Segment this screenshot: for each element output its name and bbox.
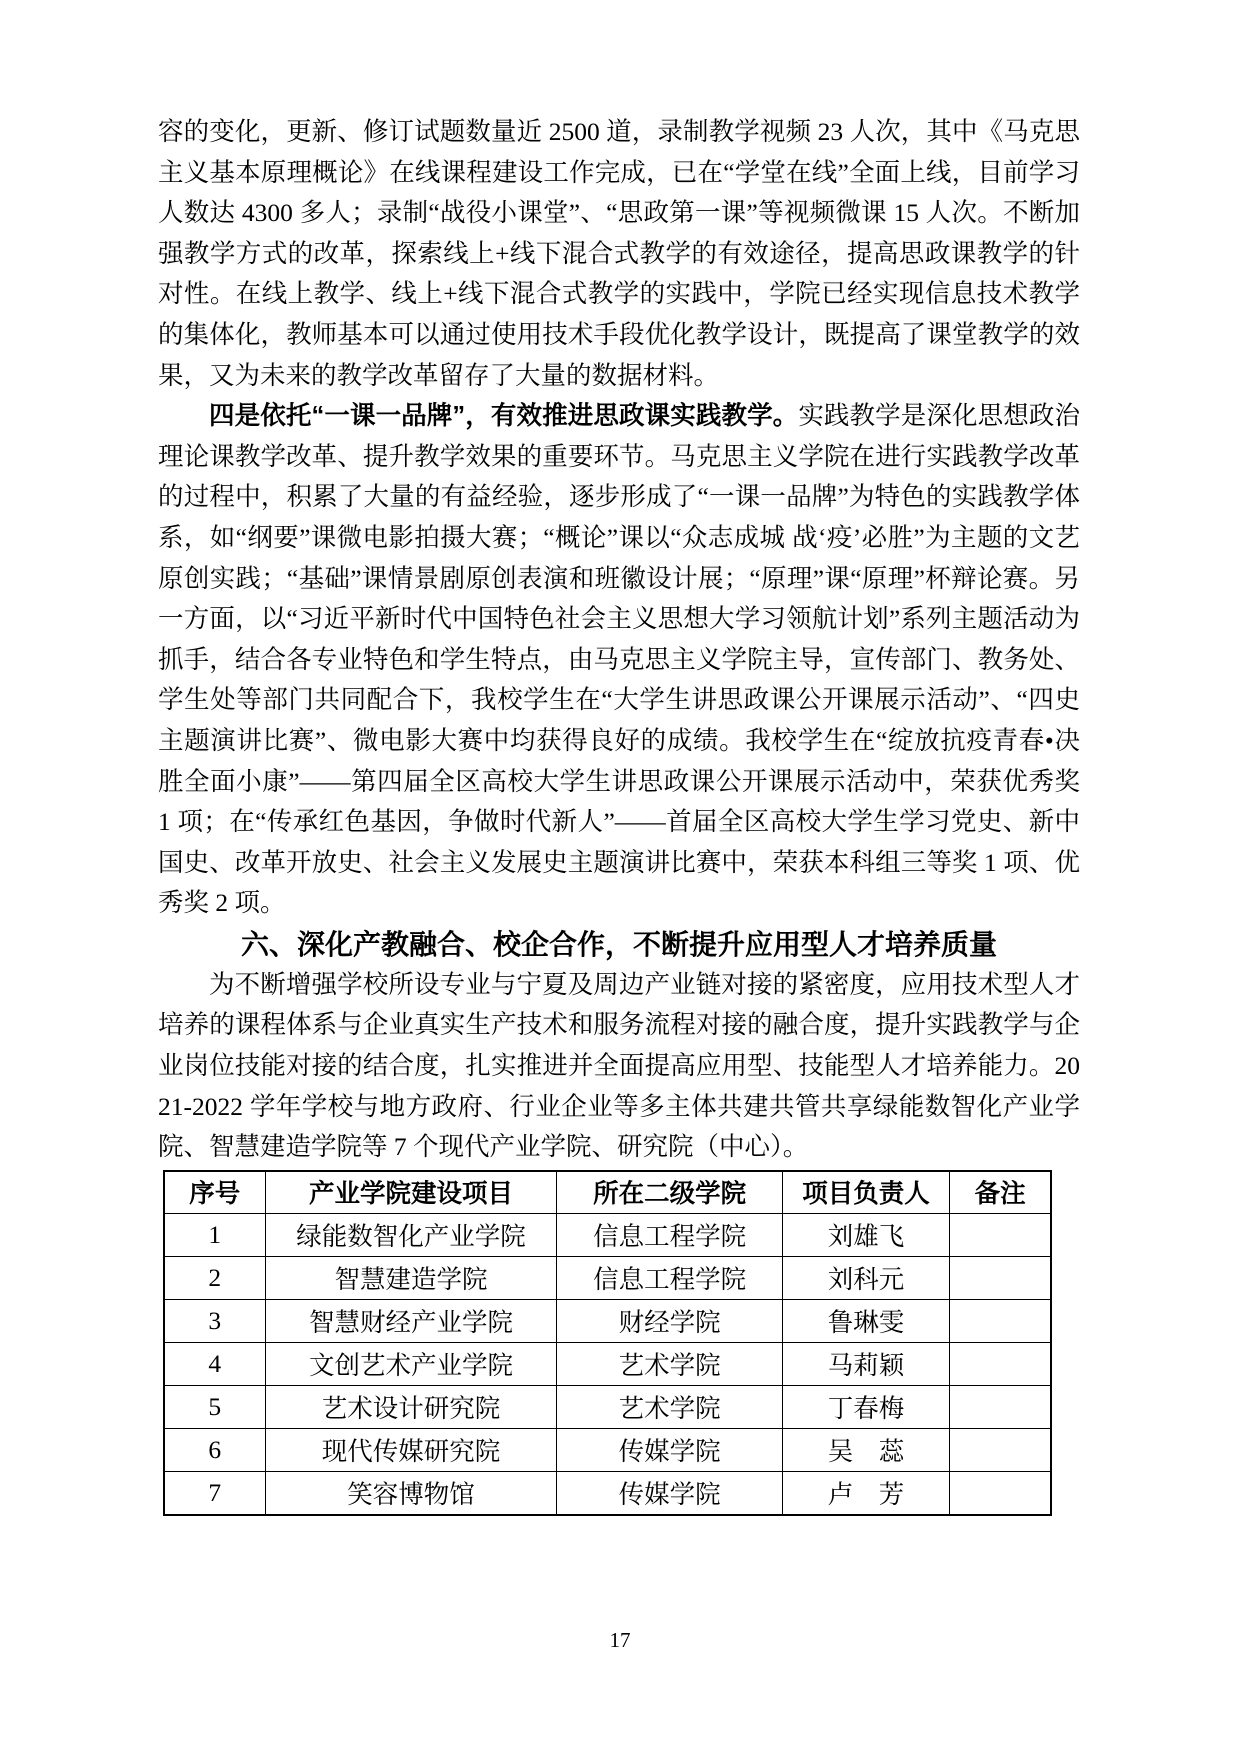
table-cell: 5: [164, 1385, 265, 1428]
table-header-index: 序号: [164, 1171, 265, 1214]
table-cell: 艺术学院: [557, 1342, 782, 1385]
table-cell: [950, 1342, 1051, 1385]
table-row: [164, 1385, 1051, 1428]
page-number: 17: [609, 1628, 631, 1652]
table-header-college: 所在二级学院: [557, 1171, 782, 1214]
table-cell: 文创艺术产业学院: [265, 1342, 557, 1385]
table-cell: [950, 1385, 1051, 1428]
table-row: [164, 1299, 1051, 1342]
table-cell: 智慧财经产业学院: [265, 1299, 557, 1342]
table-cell: 4: [164, 1342, 265, 1385]
table-header-leader: 项目负责人: [782, 1171, 950, 1214]
table-row: [164, 1342, 1051, 1385]
table-cell: 刘雄飞: [782, 1213, 950, 1256]
table-cell: 3: [164, 1299, 265, 1342]
table-cell: [950, 1428, 1051, 1471]
table-cell: 吴 蕊: [782, 1428, 950, 1471]
table-cell: 艺术学院: [557, 1385, 782, 1428]
table-cell: 绿能数智化产业学院: [265, 1213, 557, 1256]
table-cell: 笑容博物馆: [265, 1471, 557, 1515]
table-cell: 2: [164, 1256, 265, 1299]
table-cell: 卢 芳: [782, 1471, 950, 1515]
table-cell: 鲁琳雯: [782, 1299, 950, 1342]
table-header-row: [164, 1171, 1051, 1214]
table-cell: 马莉颖: [782, 1342, 950, 1385]
table-row: [164, 1213, 1051, 1256]
paragraph-practice-teaching-body: 实践教学是深化思想政治理论课教学改革、提升教学效果的重要环节。马克思主义学院在进行实践教学改革的过程中，积累了大量的有益经验，逐步形成了“一课一品牌”为特色的实践教学体系，如“纲要”课微电影拍摄大赛；“概论”课以“众志成城 战‘疫’必胜”为主题的文艺原创实践；“基础”课情景剧原创表演和班徽设计展；“原理”课“原理”杯辩论赛。另一方面，以“习近平新时代中国特色社会主义思想大学习领航计划”系列主题活动为抓手，结合各专业特色和学生特点，由马克思主义学院主导，宣传部门、教务处、学生处等部门共同配合下，我校学生在“大学生讲思政课公开课展示活动”、“四史主题演讲比赛”、微电影大赛中均获得良好的成绩。我校学生在“绽放抗疫青春•决胜全面小康”——第四届全区高校大学生讲思政课公开课展示活动中，荣获优秀奖 1 项；在“传承红色基因，争做时代新人”——首届全区高校大学生学习党史、新中国史、改革开放史、社会主义发展史主题演讲比赛中，荣获本科组三等奖 1 项、优秀奖 2 项。: [158, 401, 1080, 918]
table-cell: 现代传媒研究院: [265, 1428, 557, 1471]
paragraph-industry-education-integration: 为不断增强学校所设专业与宁夏及周边产业链对接的紧密度，应用技术型人才培养的课程体系与企业真实生产技术和服务流程对接的融合度，提升实践教学与企业岗位技能对接的结合度，扎实推进并全面提高应用型、技能型人才培养能力。2021-2022 学年学校与地方政府、行业企业等多主体共建共管共享绿能数智化产业学院、智慧建造学院等 7 个现代产业学院、研究院（中心）。: [158, 969, 1080, 1162]
paragraph-practice-teaching: [158, 396, 1080, 924]
table-body: [164, 1213, 1051, 1515]
table-header-project: 产业学院建设项目: [265, 1171, 557, 1214]
table-row: [164, 1256, 1051, 1299]
table-cell: [950, 1471, 1051, 1515]
table-row: [164, 1471, 1051, 1515]
table-cell: 丁春梅: [782, 1385, 950, 1428]
table-cell: 传媒学院: [557, 1471, 782, 1515]
table-cell: 1: [164, 1213, 265, 1256]
industry-college-table: [163, 1170, 1052, 1516]
table-cell: 信息工程学院: [557, 1256, 782, 1299]
table-cell: 刘科元: [782, 1256, 950, 1299]
table-cell: 7: [164, 1471, 265, 1515]
table-cell: 信息工程学院: [557, 1213, 782, 1256]
table-cell: [950, 1213, 1051, 1256]
table-row: [164, 1428, 1051, 1471]
section-heading-six: 六、深化产教融合、校企合作，不断提升应用型人才培养质量: [240, 928, 997, 960]
paragraph-online-course-work: 容的变化，更新、修订试题数量近 2500 道，录制教学视频 23 人次，其中《马克思主义基本原理概论》在线课程建设工作完成，已在“学堂在线”全面上线，目前学习人数达 4300 多人；录制“战役小课堂”、“思政第一课”等视频微课 15 人次。不断加强教学方式的改革，探索线上+线下混合式教学的有效途径，提高思政课教学的针对性。在线上教学、线上+线下混合式教学的实践中，学院已经实现信息技术教学的集体化，教师基本可以通过使用技术手段优化教学设计，既提高了课堂教学的效果，又为未来的教学改革留存了大量的数据材料。: [158, 117, 1080, 390]
table-cell: 6: [164, 1428, 265, 1471]
table-cell: 传媒学院: [557, 1428, 782, 1471]
table-cell: 财经学院: [557, 1299, 782, 1342]
page-content: [158, 112, 1080, 1516]
paragraph-bold-lead: 四是依托“一课一品牌”，有效推进思政课实践教学。: [209, 402, 799, 431]
table-cell: 艺术设计研究院: [265, 1385, 557, 1428]
table-cell: [950, 1299, 1051, 1342]
table-header-remark: 备注: [950, 1171, 1051, 1214]
table-cell: [950, 1256, 1051, 1299]
table-cell: 智慧建造学院: [265, 1256, 557, 1299]
